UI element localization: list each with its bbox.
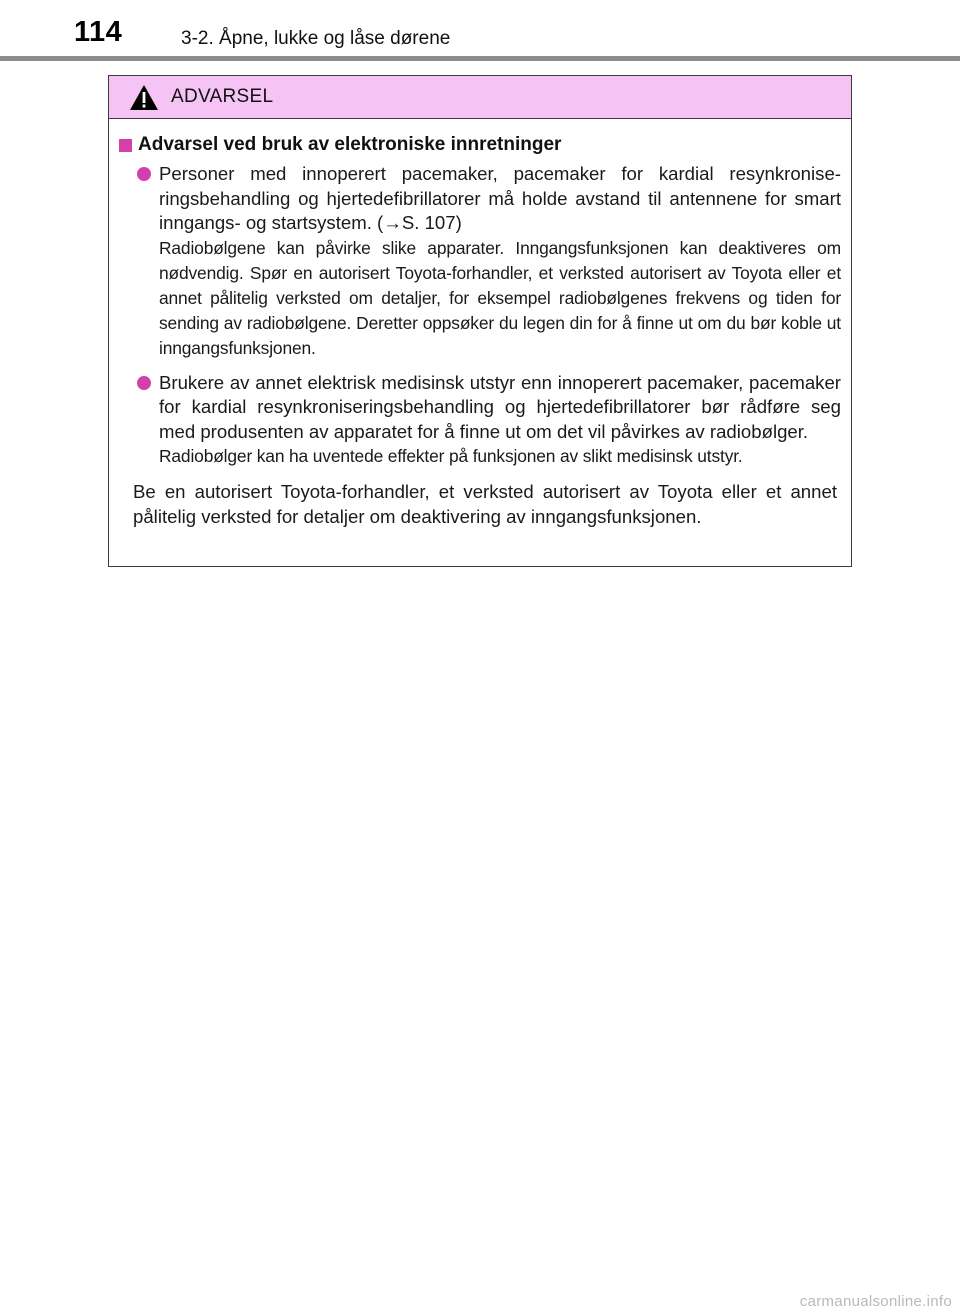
warning-label: ADVARSEL	[171, 86, 274, 107]
list-item-sub-text: Radiobølgene kan påvirke slike apparater. Inngangsfunksjonen kan deaktiveres om nødvendig. Spør en autorisert Toyota-forhandler, et verksted autorisert av Toyota eller et annet pålitelig verksted om detaljer, for eksempel radiobølgenes frekvens og tiden for sending av radiobølgene. Deretter oppsøker du legen din for å finne ut om du bør koble ut inngangsfunksjonen.	[159, 237, 841, 358]
warning-header	[109, 76, 851, 119]
page-number: 114	[74, 16, 123, 48]
round-bullet-icon	[137, 167, 151, 181]
list-item	[117, 371, 841, 470]
list-item-sub-text: Radiobølger kan ha uventede effekter på funksjonen av slikt medisinsk utstyr.	[159, 446, 743, 466]
warning-body	[109, 119, 851, 529]
list-item-main-text: Personer med innoperert pacemaker, pacemaker for kardial resynkroniseringsbehandling og hjertedefibrillatorer må holde avstand til antennene for smart inngangs- og startsystem. (→S. 107)	[159, 163, 841, 233]
round-bullet-icon	[137, 376, 151, 390]
list-item-main-text: Brukere av annet elektrisk medisinsk utstyr enn innoperert pacemaker, pacemaker for kardial resynkroniseringsbehandling og hjertedefibrillatorer bør rådføre seg med produsenten av apparatet for å finne ut om det vil påvirkes av radiobølger.	[159, 371, 841, 442]
section-title: 3-2. Åpne, lukke og låse dørene	[181, 28, 451, 49]
header-divider	[0, 56, 960, 61]
closing-paragraph: Be en autorisert Toyota-forhandler, et verksted autorisert av Toyota eller et annet pålitelig verksted for detaljer om deaktivering av inngangsfunksjonen.	[133, 481, 837, 527]
subheading-text: Advarsel ved bruk av elektroniske innretninger	[138, 134, 562, 155]
page-header	[0, 0, 960, 60]
warning-subheading	[117, 134, 841, 156]
warning-triangle-icon	[129, 84, 159, 111]
square-bullet-icon	[119, 139, 132, 152]
warning-box	[108, 75, 852, 567]
list-item	[117, 162, 841, 361]
watermark: carmanualsonline.info	[799, 1293, 952, 1310]
